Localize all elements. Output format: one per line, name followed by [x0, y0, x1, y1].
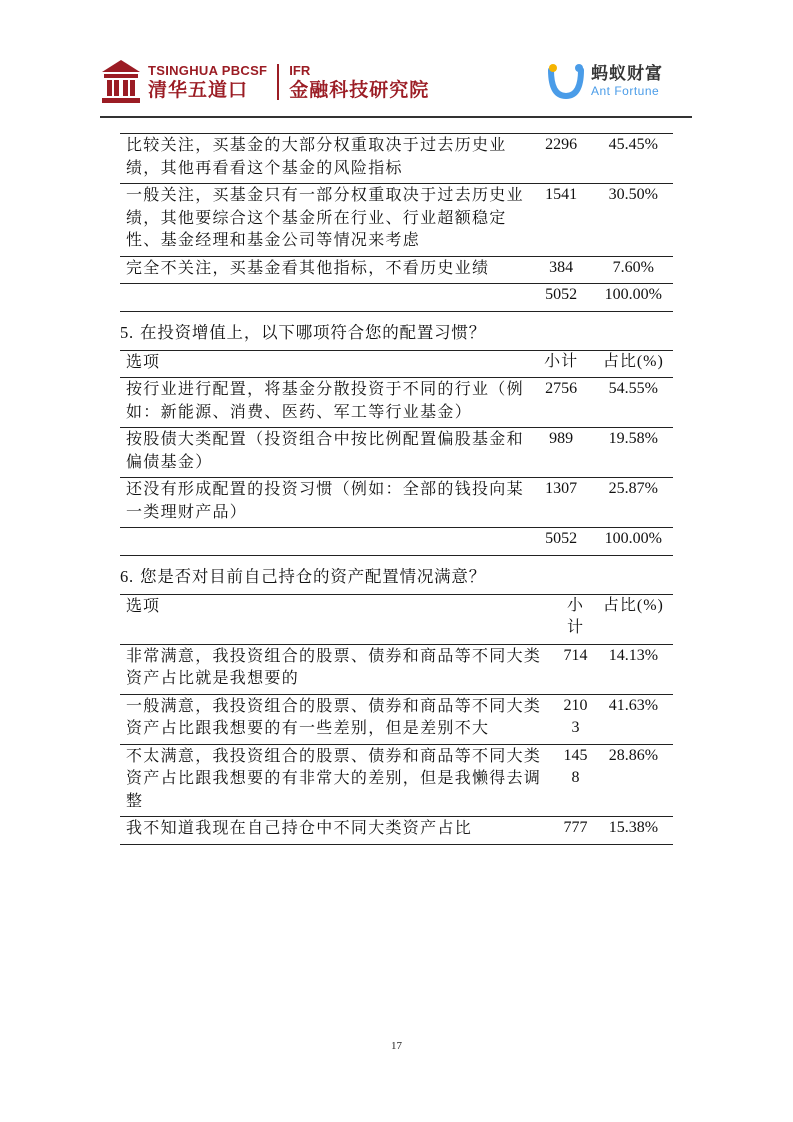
brand-en-text: TSINGHUA PBCSF: [148, 62, 268, 78]
count-cell: 2103: [557, 694, 591, 744]
page-number: 17: [391, 1040, 402, 1052]
option-cell: 完全不关注，买基金看其他指标，不看历史业绩: [120, 256, 529, 284]
table-row: [120, 428, 673, 478]
option-cell: 按行业进行配置，将基金分散投资于不同的行业（例如：新能源、消费、医药、军工等行业基金）: [120, 378, 529, 428]
question-number: 6.: [120, 566, 134, 586]
ifr-cn-text: 金融科技研究院: [289, 78, 430, 101]
table-row: [120, 644, 673, 694]
count-cell: 1541: [529, 184, 592, 257]
count-cell: 384: [529, 256, 592, 284]
table-row: [120, 744, 673, 817]
option-cell: [120, 528, 529, 556]
count-cell: 1458: [557, 744, 591, 817]
option-cell: [120, 284, 529, 312]
survey-table-q6: [120, 594, 673, 845]
percent-cell: 19.58%: [592, 428, 673, 478]
question-6-title: [120, 566, 673, 588]
table-row: [120, 817, 673, 845]
option-cell: 比较关注，买基金的大部分权重取决于过去历史业绩，其他再看看这个基金的风险指标: [120, 134, 529, 184]
percent-cell: 25.87%: [592, 478, 673, 528]
header-count: 小计: [557, 594, 591, 644]
question-text: 您是否对目前自己持仓的资产配置情况满意？: [140, 566, 487, 586]
tsinghua-pbcsf-logo: [100, 58, 429, 106]
option-cell: 还没有形成配置的投资习惯（例如：全部的钱投向某一类理财产品）: [120, 478, 529, 528]
table-row: [120, 694, 673, 744]
table-row: [120, 478, 673, 528]
percent-cell: 15.38%: [592, 817, 673, 845]
total-count-cell: 5052: [529, 528, 592, 556]
brand-divider: [277, 64, 279, 100]
table-row: [120, 256, 673, 284]
total-row: [120, 284, 673, 312]
table-header-row: [120, 594, 673, 644]
table-header-row: [120, 350, 673, 378]
option-cell: 一般满意，我投资组合的股票、债券和商品等不同大类资产占比跟我想要的有一些差别，但是差别不大: [120, 694, 557, 744]
ant-cn-text: 蚂蚁财富: [591, 64, 663, 84]
question-number: 5.: [120, 322, 134, 342]
header-percent: 占比(%): [592, 350, 673, 378]
count-cell: 2756: [529, 378, 592, 428]
count-cell: 714: [557, 644, 591, 694]
ant-fortune-icon: [545, 62, 587, 100]
option-cell: 一般关注，买基金只有一部分权重取决于过去历史业绩，其他要综合这个基金所在行业、行业超额稳定性、基金经理和基金公司等情况来考虑: [120, 184, 529, 257]
count-cell: 1307: [529, 478, 592, 528]
total-count-cell: 5052: [529, 284, 592, 312]
header-count: 小计: [529, 350, 592, 378]
percent-cell: 14.13%: [592, 644, 673, 694]
percent-cell: 41.63%: [592, 694, 673, 744]
total-percent-cell: 100.00%: [592, 284, 673, 312]
survey-table-q5: [120, 350, 673, 556]
percent-cell: 54.55%: [592, 378, 673, 428]
percent-cell: 28.86%: [592, 744, 673, 817]
option-cell: 我不知道我现在自己持仓中不同大类资产占比: [120, 817, 557, 845]
header-option: 选项: [120, 594, 557, 644]
count-cell: 777: [557, 817, 591, 845]
percent-cell: 45.45%: [592, 134, 673, 184]
table-row: [120, 134, 673, 184]
percent-cell: 30.50%: [592, 184, 673, 257]
page-content: [120, 133, 673, 845]
count-cell: 2296: [529, 134, 592, 184]
question-5-title: [120, 322, 673, 344]
header-option: 选项: [120, 350, 529, 378]
table-row: [120, 378, 673, 428]
total-row: [120, 528, 673, 556]
header-percent: 占比(%): [592, 594, 673, 644]
question-text: 在投资增值上，以下哪项符合您的配置习惯？: [140, 322, 487, 342]
option-cell: 非常满意，我投资组合的股票、债券和商品等不同大类资产占比就是我想要的: [120, 644, 557, 694]
ant-en-text: Ant Fortune: [591, 84, 660, 98]
total-percent-cell: 100.00%: [592, 528, 673, 556]
header-rule: [100, 116, 692, 118]
page-header: [0, 0, 793, 118]
ant-fortune-logo: [545, 62, 663, 100]
tsinghua-emblem-icon: [100, 58, 142, 106]
table-row: [120, 184, 673, 257]
option-cell: 不太满意，我投资组合的股票、债券和商品等不同大类资产占比跟我想要的有非常大的差别，但是我懒得去调整: [120, 744, 557, 817]
count-cell: 989: [529, 428, 592, 478]
option-cell: 按股债大类配置（投资组合中按比例配置偏股基金和偏债基金）: [120, 428, 529, 478]
survey-table-q4-continued: [120, 133, 673, 312]
brand-cn-text: 清华五道口: [148, 78, 249, 101]
ifr-en-text: IFR: [289, 62, 311, 78]
percent-cell: 7.60%: [592, 256, 673, 284]
